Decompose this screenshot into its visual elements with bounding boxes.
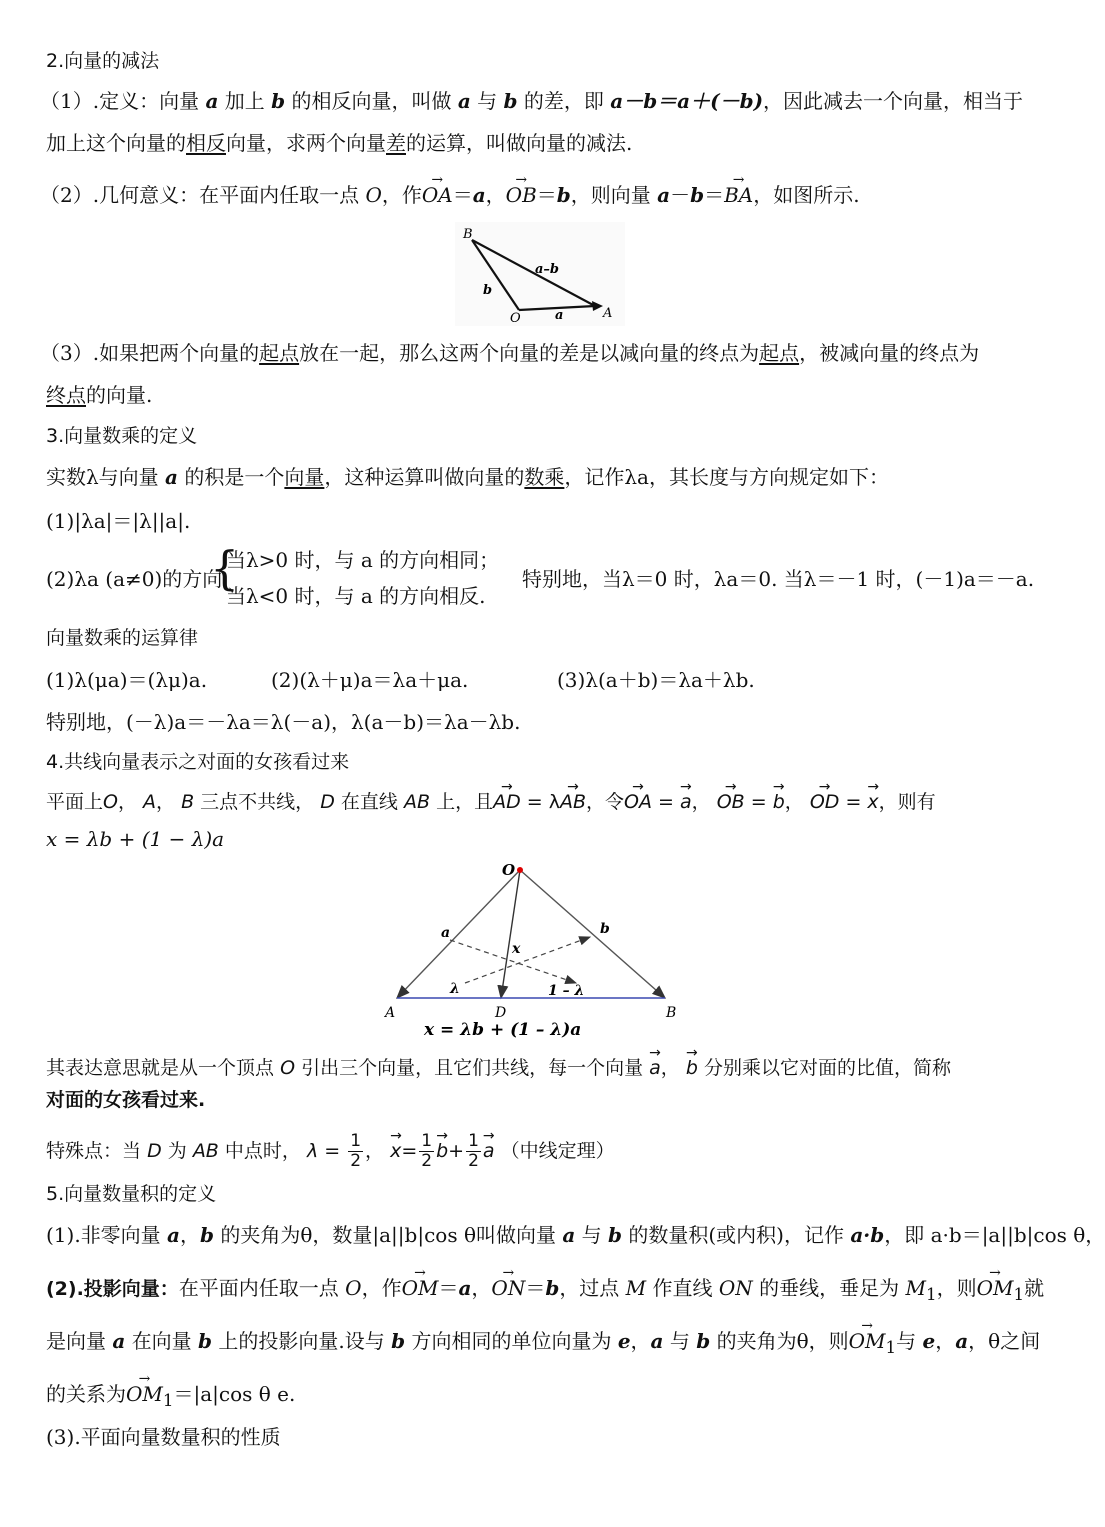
dot-product-definition: (1).非零向量 a，b 的夹角为θ，数量|a||b|cos θ叫做向量 a 与 b 的数量积(或内积)，记作 a·b，即 a·b＝|a||b|cos θ， <box>46 1223 1105 1247</box>
label-D: D <box>495 1005 507 1021</box>
dot-product-properties-heading: (3).平面向量数量积的性质 <box>46 1425 281 1449</box>
law-3: (3)λ(a＋b)＝λa＋λb. <box>557 668 755 692</box>
collinear-formula: x = λb + (1 − λ)a <box>46 827 225 851</box>
laws-special: 特别地，(－λ)a＝－λa＝λ(－a)，λ(a－b)＝λa－λb. <box>46 710 521 734</box>
label-a-minus-b: a–b <box>535 262 560 277</box>
rule-2-label: (2)λa (a≠0)的方向 <box>46 567 223 591</box>
scalar-laws-heading: 向量数乘的运算律 <box>46 627 199 649</box>
label-vec-x: x <box>512 941 521 957</box>
subtraction-diagram <box>455 222 625 326</box>
midpoint-special-case: 特殊点：当 D 为 AB 中点时， λ = $\frac{1}{2}$ ， x →= $\frac{1}{2}$ b →+ $\frac{1}{2}$ a → （中线定理） <box>46 1128 615 1174</box>
vector-OB <box>520 870 665 998</box>
dashed-ratio-2 <box>465 937 590 983</box>
rule-2-case-positive: 当λ>0 时，与 a 的方向相同； <box>226 548 500 572</box>
paragraph-3-line1: （3）.如果把两个向量的起点放在一起，那么这两个向量的差是以减向量的终点为起点，被减向量的终点为 <box>40 341 980 365</box>
collinear-diagram <box>380 855 690 1040</box>
label-B: B <box>463 227 473 242</box>
paragraph-3-line2: 终点的向量. <box>46 383 153 407</box>
brace-icon: { <box>210 541 240 595</box>
vector-OD <box>501 870 520 998</box>
section-5-heading: 5.向量数量积的定义 <box>46 1183 217 1205</box>
geometric-meaning-line: （2）.几何意义：在平面内任取一点 O，作OA →＝a，OB →＝b，则向量 a－b＝BA →，如图所示. <box>40 182 860 208</box>
label-b: b <box>483 283 493 298</box>
section-4-heading: 4.共线向量表示之对面的女孩看过来 <box>46 751 350 773</box>
law-2: (2)(λ＋μ)a＝λa＋μa. <box>271 668 469 692</box>
label-O: O <box>510 311 521 326</box>
special-case-note: 特别地，当λ＝0 时，λa＝0. 当λ＝－1 时，(－1)a＝－a. <box>522 567 1035 591</box>
rule-1-length: (1)|λa|＝|λ||a|. <box>46 509 191 533</box>
label-one-minus-lambda: 1 – λ <box>548 983 585 999</box>
label-A: A <box>385 1005 396 1021</box>
section-3-heading: 3.向量数乘的定义 <box>46 425 198 447</box>
law-1: (1)λ(μa)＝(λμ)a. <box>46 668 208 692</box>
projection-definition-line1: (2).投影向量：在平面内任取一点 O，作OM →＝a，ON →＝b，过点 M 作直线 ON 的垂线，垂足为 $M_1$，则OM $\to_1$就 <box>46 1275 1044 1308</box>
label-A: A <box>603 306 613 321</box>
section-2-heading: 2.向量的减法 <box>46 50 160 72</box>
label-lambda: λ <box>450 981 460 997</box>
label-O: O <box>502 861 516 879</box>
scalar-mult-intro: 实数λ与向量 a 的积是一个向量，这种运算叫做向量的数乘，记作λa，其长度与方向规定如下： <box>46 465 889 489</box>
collinear-setup-line: 平面上O， A， B 三点不共线， D 在直线 AB 上，且AD → = λAB →，令OA → = a →， OB → = b →， OD → = x →，则有 <box>46 789 936 815</box>
vector-OA <box>397 870 520 998</box>
subtraction-definition-line2: 加上这个向量的相反向量，求两个向量差的运算，叫做向量的减法. <box>46 131 633 155</box>
label-vec-a: a <box>441 925 451 941</box>
collinear-explanation-line1: 其表达意思就是从一个顶点 O 引出三个向量，且它们共线，每一个向量 a →， b → 分别乘以它对面的比值，简称 <box>46 1055 951 1081</box>
vertex-O-dot <box>517 867 523 873</box>
rule-2-case-negative: 当λ<0 时，与 a 的方向相反. <box>226 584 486 608</box>
label-vec-b: b <box>600 921 610 937</box>
collinear-explanation-line2: 对面的女孩看过来. <box>46 1089 206 1111</box>
label-B: B <box>666 1005 677 1021</box>
projection-definition-line2: 是向量 a 在向量 b 上的投影向量.设与 b 方向相同的单位向量为 e，a 与 b 的夹角为θ，则OM $\to_1$与 e，a，θ之间 <box>46 1328 1040 1361</box>
projection-definition-line3: 的关系为OM $\to_1=|a|\cos$ θ e. <box>46 1381 295 1414</box>
label-a: a <box>555 308 564 323</box>
subtraction-definition-line1: （1）.定义：向量 a 加上 b 的相反向量，叫做 a 与 b 的差，即 a－b＝a＋(－b)，因此减去一个向量，相当于 <box>40 89 1024 113</box>
diagram-caption: x = λb + (1 – λ)a <box>424 1020 582 1040</box>
